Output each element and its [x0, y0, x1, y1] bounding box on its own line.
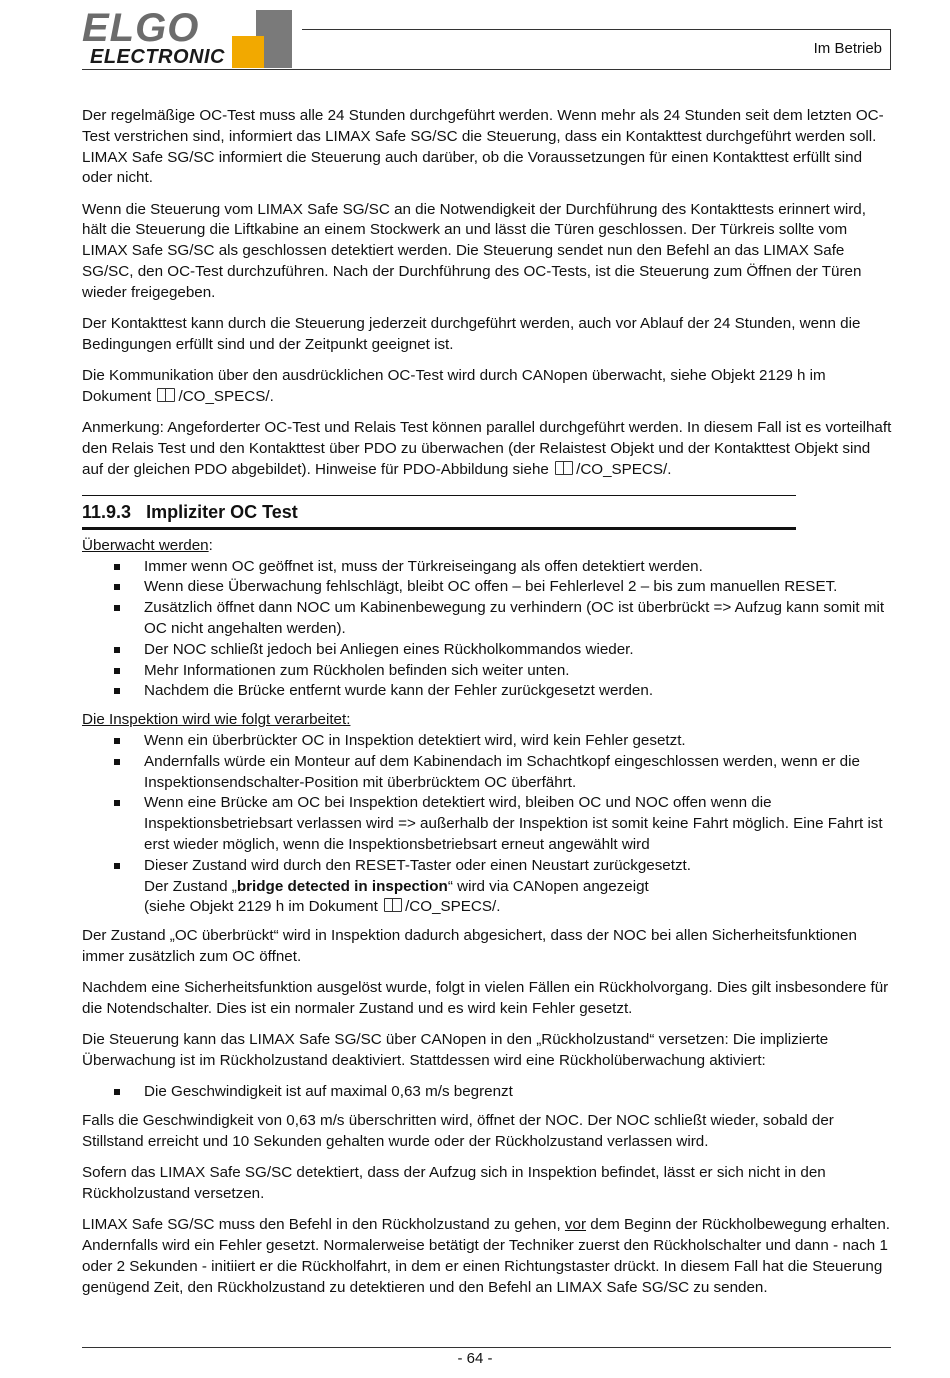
paragraph: Die Steuerung kann das LIMAX Safe SG/SC über CANopen in den „Rückholzustand“ versetzen: Die implizierte Überwachung ist im Rückholzustand deaktiviert. Stattdessen wird eine Rückholüberwachung aktiviert: [82, 1031, 829, 1070]
header-rule [302, 29, 890, 30]
chapter-label: Im Betrieb [813, 40, 882, 57]
section-title: Impliziter OC Test [146, 501, 298, 522]
monitored-list [82, 557, 894, 703]
list-item: Der NOC schließt jedoch bei Anliegen eines Rückholkommandos wieder. [82, 640, 894, 661]
list-item: Andernfalls würde ein Monteur auf dem Kabinendach im Schachtkopf eingeschlossen werden, wenn er die Inspektionsendschalter-Position mit überbrücktem OC überfährt. [82, 752, 894, 794]
paragraph: Der regelmäßige OC-Test muss alle 24 Stunden durchgeführt werden. Wenn mehr als 24 Stunden seit dem letzten OC-Test verstrichen sind, informiert das LIMAX Safe SG/SC die Steuerung, dass ein Kontakttest durchgeführt werden soll. LIMAX Safe SG/SC informiert die Steuerung auch darüber, ob die Voraussetzungen für einen Kontakttest erfüllt sind oder nicht. [82, 107, 884, 187]
paragraph: Sofern das LIMAX Safe SG/SC detektiert, dass der Aufzug sich in Inspektion befindet, lässt er sich nicht in den Rückholzustand versetzen. [82, 1164, 826, 1203]
list-item: Nachdem die Brücke entfernt wurde kann der Fehler zurückgesetzt werden. [82, 681, 894, 702]
list-item: Die Geschwindigkeit ist auf maximal 0,63 m/s begrenzt [82, 1082, 894, 1103]
book-icon [384, 898, 402, 912]
page-number: - 64 - [457, 1350, 493, 1367]
list-item: Dieser Zustand wird durch den RESET-Taster oder einen Neustart zurückgesetzt. Der Zustand „bridge detected in inspection“ wird via CANopen angezeigt (siehe Objekt 2129 h im Dokument /CO_SPECS/. [82, 856, 894, 918]
inspection-list [82, 731, 894, 918]
paragraph: Nachdem eine Sicherheitsfunktion ausgelöst wurde, folgt in vielen Fällen ein Rückholvorgang. Dies gilt insbesondere für die Notendschalter. Dies ist ein normaler Zustand und es wird kein Fehler gesetzt. [82, 979, 889, 1017]
paragraph: LIMAX Safe SG/SC muss den Befehl in den Rückholzustand zu gehen, vor dem Beginn der Rückholbewegung erhalten. Andernfalls wird ein Fehler gesetzt. Normalerweise betätigt der Techniker zuerst den Rückholschalter und dann - nach 1 oder 2 Sekunden - initiiert er die Rückholfahrt, in dem er einen Richtungstaster drückt. In diesem Fall hat die Steuerung genügend Zeit, den Rückholzustand zu detektieren und den Befehl an LIMAX Safe SG/SC zu senden. [82, 1216, 890, 1296]
list-item: Wenn diese Überwachung fehlschlägt, bleibt OC offen – bei Fehlerlevel 2 – bis zum manuellen RESET. [82, 577, 894, 598]
book-icon [555, 461, 573, 475]
section-heading [82, 495, 796, 530]
paragraph: Die Kommunikation über den ausdrücklichen OC-Test wird durch CANopen überwacht, siehe Objekt 2129 h im Dokument /CO_SPECS/. [82, 367, 826, 406]
list-item: Wenn ein überbrückter OC in Inspektion detektiert wird, wird kein Fehler gesetzt. [82, 731, 894, 752]
logo-mark [232, 10, 292, 68]
paragraph: Der Kontakttest kann durch die Steuerung jederzeit durchgeführt werden, auch vor Ablauf der 24 Stunden, wenn die Bedingungen erfüllt sind und der Zeitpunkt geeignet ist. [82, 315, 861, 353]
paragraph: Der Zustand „OC überbrückt“ wird in Inspektion dadurch abgesichert, dass der NOC bei allen Sicherheitsfunktionen immer zusätzlich zum OC öffnet. [82, 927, 857, 965]
paragraph: Anmerkung: Angeforderter OC-Test und Relais Test können parallel durchgeführt werden. In diesem Fall ist es vorteilhaft den Relais Test und den Kontakttest über PDO zu überwachen (der Relaistest Objekt und der Kontakttest Objekt sind auf der gleichen PDO abgebildet). Hinweise für PDO-Abbildung siehe /CO_SPECS/. [82, 419, 892, 478]
header-rule-side [890, 29, 891, 69]
book-icon [157, 388, 175, 402]
section-number: 11.9.3 [82, 501, 132, 522]
paragraph: Wenn die Steuerung vom LIMAX Safe SG/SC an die Notwendigkeit der Durchführung des Kontakttests erinnert wird, hält die Steuerung die Liftkabine an einem Stockwerk an und lässt die Türen geschlossen. Der Türkreis sollte vom LIMAX Safe SG/SC als geschlossen detektiert werden. Die Steuerung sendet nun den Befehl an das LIMAX Safe SG/SC, den OC-Test durchzuführen. Nach der Durchführung des OC-Tests, ist die Steuerung zum Öffnen der Türen wieder freigegeben. [82, 200, 866, 301]
footer-rule [82, 1347, 891, 1348]
inspection-label: Die Inspektion wird wie folgt verarbeitet: [82, 711, 351, 729]
logo-text-bottom: ELECTRONIC [90, 46, 225, 68]
page-content [82, 106, 894, 1309]
header-rule-bottom [82, 69, 891, 70]
inspection-state-line: Der Zustand „bridge detected in inspection“ wird via CANopen angezeigt [144, 877, 649, 895]
list-item: Immer wenn OC geöffnet ist, muss der Türkreiseingang als offen detektiert werden. [82, 557, 894, 578]
speed-list [82, 1082, 894, 1103]
inspection-reference-line: (siehe Objekt 2129 h im Dokument /CO_SPECS/. [144, 898, 501, 916]
elgo-logo [82, 8, 294, 70]
paragraph: Falls die Geschwindigkeit von 0,63 m/s überschritten wird, öffnet der NOC. Der NOC schließt wieder, sobald der Stillstand erreicht und 10 Sekunden gehalten wurde oder der Rückholzustand verlassen wird. [82, 1112, 834, 1150]
list-item: Zusätzlich öffnet dann NOC um Kabinenbewegung zu verhindern (OC ist überbrückt => Aufzug kann somit mit OC nicht angehalten werden). [82, 598, 894, 640]
list-item: Wenn eine Brücke am OC bei Inspektion detektiert wird, bleiben OC und NOC offen wenn die Inspektionsbetriebsart verlassen wird => außerhalb der Inspektion ist somit keine Fahrt möglich. Eine Fahrt ist erst wieder möglich, wenn die Inspektionsbetriebsart erneut angewählt wird [82, 793, 894, 855]
logo-text-top: ELGO [82, 6, 200, 50]
list-item: Mehr Informationen zum Rückholen befinden sich weiter unten. [82, 661, 894, 682]
monitored-label: Überwacht werden: [82, 536, 213, 554]
